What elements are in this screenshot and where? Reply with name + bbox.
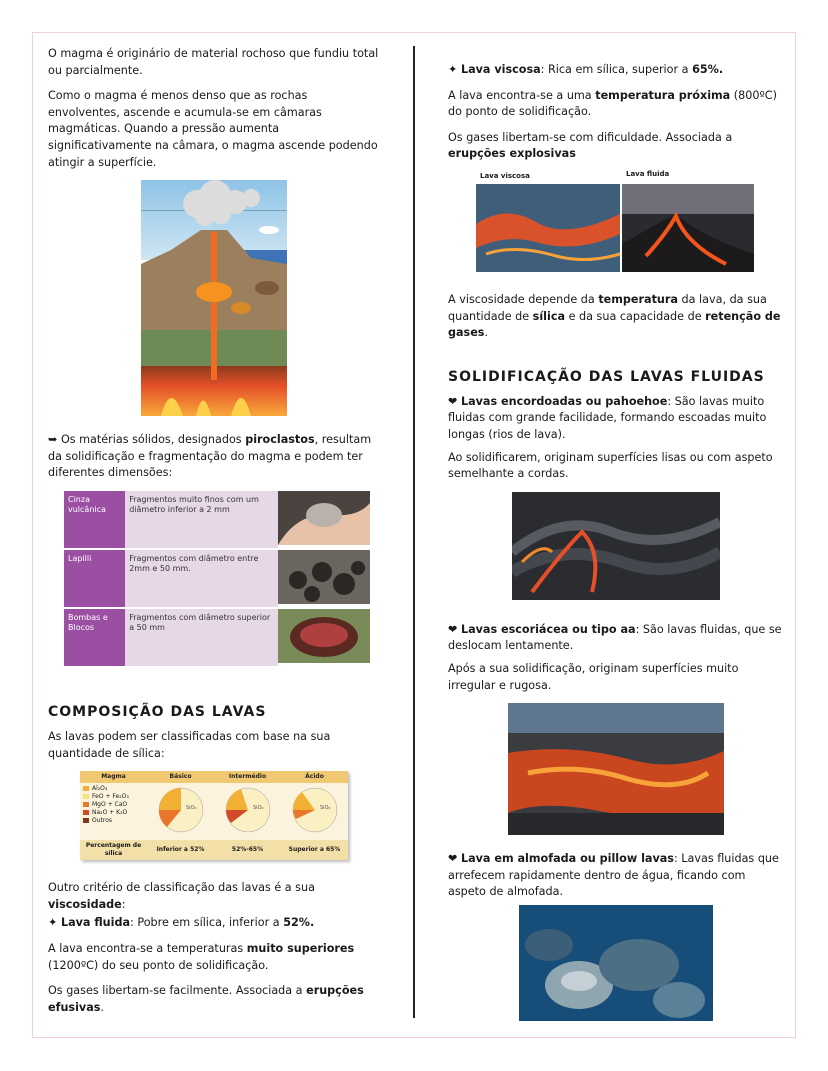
pyroclast-label: Bombas e Blocos <box>64 608 125 667</box>
magma-composition-table <box>80 771 348 860</box>
pillow-lava-text: ❤ Lava em almofada ou pillow lavas: Lavas fluidas que arrefecem rapidamente dentro de água, ficando com aspeto de almofada. <box>448 852 779 899</box>
pyroclast-label: Lapilli <box>64 549 125 608</box>
pyroclast-desc: Fragmentos com diâmetro superior a 50 mm <box>125 608 278 667</box>
table-cell: Superior a 65% <box>281 840 348 860</box>
pyroclasts-table <box>64 491 366 668</box>
arrow-icon: ➥ <box>48 433 58 447</box>
aa-lava-text: ❤ Lavas escoriácea ou tipo aa: São lavas fluidas, que se deslocam lentamente. <box>448 622 782 653</box>
aa-surface-text: Após a sua solidificação, originam superfícies muito irregular e rugosa. <box>448 661 739 692</box>
solidification-heading: SOLIDIFICAÇÃO DAS LAVAS FLUIDAS <box>448 368 765 385</box>
fluid-lava-temperature: A lava encontra-se a temperaturas muito superiores (1200ºC) do seu ponto de solidificação. <box>48 941 355 972</box>
pyroclast-desc: Fragmentos muito finos com um diâmetro inferior a 2 mm <box>125 491 278 549</box>
photo-label-fluid: Lava fluida <box>626 169 670 178</box>
magma-origin-text: O magma é originário de material rochoso que fundiu total ou parcialmente. <box>48 47 379 77</box>
column-header: Magma <box>80 771 147 783</box>
table-row <box>64 549 366 608</box>
svg-text:SiO₂: SiO₂ <box>252 805 264 812</box>
composition-heading: COMPOSIÇÃO DAS LAVAS <box>48 703 267 720</box>
fluid-lava-title: ✦ Lava fluida: Pobre em sílica, inferior a 52%. <box>48 916 315 930</box>
viscous-lava-gases: Os gases libertam-se com dificuldade. Associada a erupções explosivas <box>448 130 733 161</box>
table-row <box>64 608 366 667</box>
column-header: Intermédio <box>214 771 281 783</box>
viscous-lava-temperature: A lava encontra-se a uma temperatura próxima (800ºC) do ponto de solidificação. <box>448 88 777 119</box>
viscosity-factors: A viscosidade depende da temperatura da lava, da sua quantidade de sílica e da sua capacidade de retenção de gases. <box>448 292 781 340</box>
column-header: Básico <box>147 771 214 783</box>
star-icon: ✦ <box>448 63 458 76</box>
svg-text:SiO₂: SiO₂ <box>319 805 331 812</box>
lapilli-photo <box>278 549 366 608</box>
viscosity-intro: Outro critério de classificação das lavas é a sua viscosidade: <box>48 881 315 911</box>
pahoehoe-photo <box>512 492 720 600</box>
heart-icon: ❤ <box>448 852 458 866</box>
viscous-lava-title: ✦ Lava viscosa: Rica em sílica, superior a 65%. <box>448 63 724 76</box>
left-column <box>48 46 380 1025</box>
lava-comparison-photos <box>476 169 754 276</box>
bomb-photo <box>278 608 366 667</box>
pyroclast-label: Cinza vulcânica <box>64 491 125 549</box>
column-header: Ácido <box>281 771 348 783</box>
star-icon: ✦ <box>48 916 58 930</box>
pyroclast-desc: Fragmentos com diâmetro entre 2mm e 50 mm. <box>125 549 278 608</box>
volcano-diagram <box>141 180 287 416</box>
table-cell: 52%-65% <box>214 840 281 860</box>
right-column <box>448 62 784 1021</box>
pie-basic <box>147 783 214 840</box>
column-divider <box>413 46 415 1018</box>
pahoehoe-text: ❤ Lavas encordoadas ou pahoehoe: São lavas muito fluidas com grande facilidade, formando escoadas muito longas (rios de lava). <box>448 394 767 441</box>
pie-intermediate <box>214 783 281 840</box>
heart-icon: ❤ <box>448 622 458 636</box>
oxide-legend: Al₂O₃ FeO + Fe₂O₃ MgO + CaO Na₂O + K₂O Outros <box>80 783 147 840</box>
aa-lava-photo <box>508 703 724 835</box>
svg-text:SiO₂: SiO₂ <box>185 805 197 812</box>
table-row <box>64 491 366 549</box>
table-cell: Inferior a 52% <box>147 840 214 860</box>
pie-acid <box>281 783 348 840</box>
ash-photo <box>278 491 366 549</box>
pahoehoe-surface-text: Ao solidificarem, originam superfícies lisas ou com aspeto semelhante a cordas. <box>448 450 773 481</box>
table-cell: Percentagem de sílica <box>80 840 147 860</box>
heart-icon: ❤ <box>448 394 458 408</box>
composition-text: As lavas podem ser classificadas com base na sua quantidade de sílica: <box>48 729 331 760</box>
photo-label-viscous: Lava viscosa <box>480 171 530 180</box>
fluid-lava-gases: Os gases libertam-se facilmente. Associada a erupções efusivas. <box>48 984 364 1014</box>
magma-ascent-text: Como o magma é menos denso que as rochas envolventes, ascende e acumula-se em câmaras magmáticas. Quando a pressão aumenta significativamente na câmara, o magma ascende podendo atingir a superfície. <box>48 89 378 169</box>
pyroclasts-text: ➥ Os matérias sólidos, designados piroclastos, resultam da solidificação e fragmentação do magma e podem ter diferentes dimensões: <box>48 433 372 480</box>
pillow-lava-photo <box>519 905 713 1021</box>
